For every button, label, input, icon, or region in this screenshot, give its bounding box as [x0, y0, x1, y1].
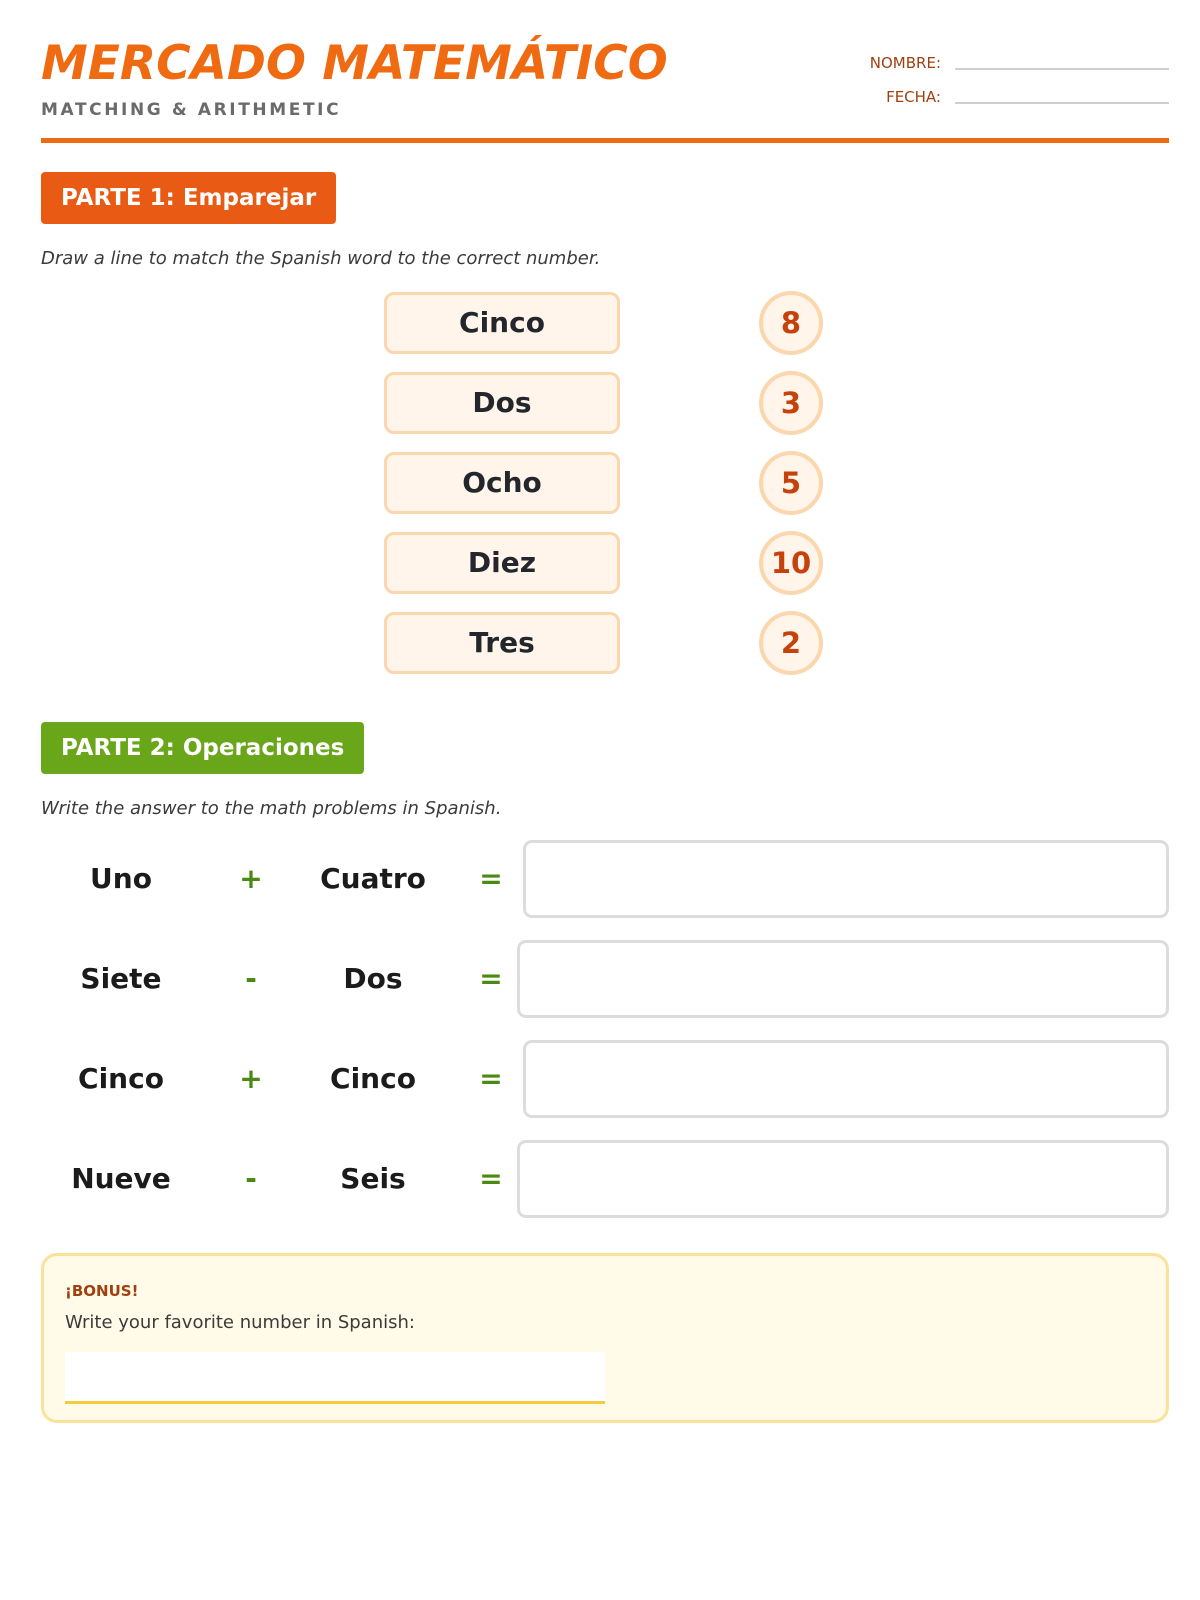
answer-field-2[interactable]: [517, 940, 1169, 1018]
date-row: [821, 88, 1169, 106]
match-number-4[interactable]: 10: [759, 531, 823, 595]
header-divider: [41, 138, 1169, 143]
match-word-5[interactable]: Tres: [384, 612, 620, 674]
problem-operand-b: Cuatro: [320, 862, 426, 895]
bonus-label: ¡BONUS!: [65, 1282, 139, 1300]
problem-operand-a: Uno: [90, 862, 152, 895]
match-word-4[interactable]: Diez: [384, 532, 620, 594]
worksheet-page: [41, 0, 1169, 1600]
match-number-2[interactable]: 3: [759, 371, 823, 435]
minus-sign: -: [245, 962, 257, 995]
part2-instruction: Write the answer to the math problems in Spanish.: [41, 798, 502, 819]
match-number-1[interactable]: 8: [759, 291, 823, 355]
answer-field-4[interactable]: [517, 1140, 1169, 1218]
problem-operand-b: Dos: [343, 962, 403, 995]
match-word-2[interactable]: Dos: [384, 372, 620, 434]
name-row: [821, 54, 1169, 72]
equals-sign: =: [479, 1162, 503, 1195]
problem-operand-a: Cinco: [78, 1062, 164, 1095]
date-label: FECHA:: [886, 88, 941, 106]
part2-title: PARTE 2: Operaciones: [41, 722, 364, 774]
part1-instruction: Draw a line to match the Spanish word to the correct number.: [41, 248, 601, 269]
page-title: MERCADO MATEMÁTICO: [41, 36, 668, 91]
equals-sign: =: [479, 962, 503, 995]
problem-operand-a: Siete: [80, 962, 162, 995]
equals-sign: =: [479, 862, 503, 895]
problem-operand-a: Nueve: [71, 1162, 171, 1195]
plus-sign: +: [239, 1062, 263, 1095]
date-field[interactable]: [955, 102, 1169, 104]
match-word-1[interactable]: Cinco: [384, 292, 620, 354]
answer-field-3[interactable]: [523, 1040, 1169, 1118]
answer-field-1[interactable]: [523, 840, 1169, 918]
match-number-3[interactable]: 5: [759, 451, 823, 515]
problem-operand-b: Cinco: [330, 1062, 416, 1095]
minus-sign: -: [245, 1162, 257, 1195]
part1-title: PARTE 1: Emparejar: [41, 172, 336, 224]
equals-sign: =: [479, 1062, 503, 1095]
bonus-answer-field[interactable]: [65, 1352, 605, 1404]
name-field[interactable]: [955, 68, 1169, 70]
match-number-5[interactable]: 2: [759, 611, 823, 675]
bonus-box: [41, 1253, 1169, 1423]
plus-sign: +: [239, 862, 263, 895]
match-word-3[interactable]: Ocho: [384, 452, 620, 514]
page-subtitle: MATCHING & ARITHMETIC: [41, 100, 342, 120]
problem-operand-b: Seis: [340, 1162, 406, 1195]
name-label: NOMBRE:: [869, 54, 941, 72]
bonus-prompt: Write your favorite number in Spanish:: [65, 1312, 415, 1333]
